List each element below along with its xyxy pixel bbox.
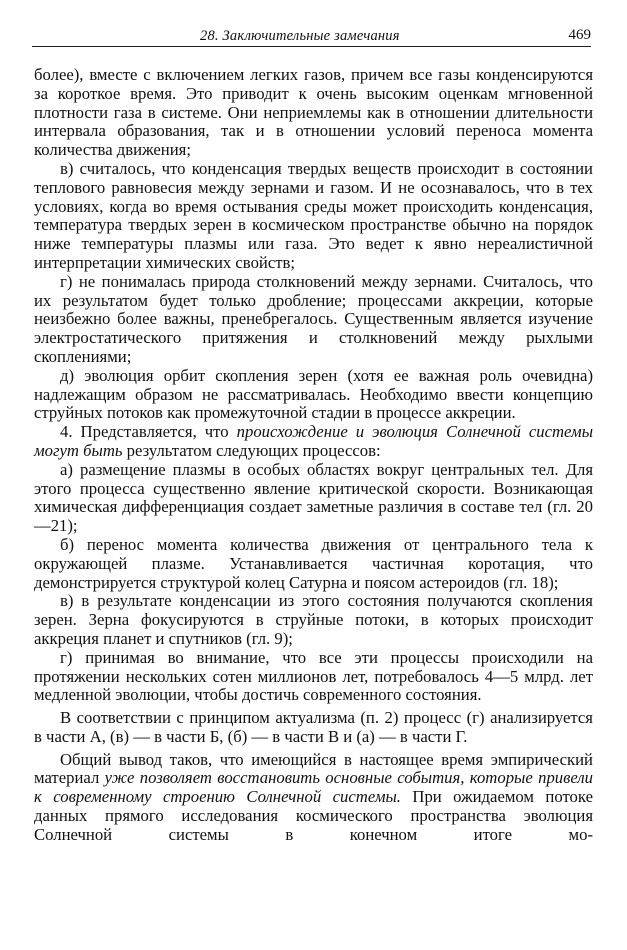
point-4-tail: результатом следующих процессов: [122,440,381,460]
paragraph-item-g-collisions: г) не понималась природа столкновений между зернами. Считалось, что их результатом будет только дробление; процессами аккреции, которые неизбежно более важны, пренебрегалось. Существенным является изучение электростатического притяжения и столкновений между рыхлыми скоплениями; [34,271,593,366]
paragraph-point-4 [34,423,593,461]
paragraph-process-v: в) в результате конденсации из этого состояния получаются скопления зерен. Зерна фокусируются в струйные потоки, в которых происходит аккреция планет и спутников (гл. 9); [34,591,593,648]
point-4-lead: 4. Представляется, что [60,422,237,442]
point-4-emphasis: происхождение и эволюция Солнечной системы могут быть [34,422,593,460]
chapter-title: 28. Заключительные замечания [200,28,400,44]
page-number: 469 [568,27,591,43]
conclusion-lead: Общий вывод таков, что имеющийся в настоящее время эмпирический материал [34,749,593,788]
conclusion-emphasis: уже позволяет восстановить основные события, которые привели к современному строению Солнечной системы. [34,768,593,807]
paragraph-actualism: В соответствии с принципом актуализма (п. 2) процесс (г) анализируется в части А, (в) — в части Б, (б) — в части В и (а) — в части Г. [34,708,593,746]
paragraph-1: более), вместе с включением легких газов, причем все газы конденсируются за короткое время. Это приводит к очень высоким оценкам мгновенной плотности газа в системе. Они неприемлемы как в отношении длительности интервала образования, так и в отношении условий переноса момента количества движения; [34,65,593,160]
paragraph-process-g: г) принимая во внимание, что все эти процессы происходили на протяжении нескольких сотен миллионов лет, потребовалось 4—5 млрд. лет медленной эволюции, чтобы достичь современного состояния. [34,647,593,705]
page-body [34,66,593,845]
paragraph-process-b: б) перенос момента количества движения от центрального тела к окружающей плазме. Устанавливается частичная коротация, что демонстрируется структурой колец Сатурна и поясом астероидов (гл. 18); [34,534,593,592]
paragraph-item-d-orbits: д) эволюция орбит скопления зерен (хотя ее важная роль очевидна) надлежащим образом не рассматривалась. Необходимо ввести концепцию струйных потоков как промежуточной стадии в процессе аккреции. [34,365,593,423]
paragraph-item-v-condensation: в) считалось, что конденсация твердых веществ происходит в состоянии теплового равновесия между зернами и газом. И не осознавалось, что в тех условиях, когда во время остывания среды может происходить конденсация, температура твердых зерен в космическом пространстве обычно на порядок ниже температуры плазмы или газа. Это ведет к явно нереалистичной интерпретации химических свойств; [34,158,593,272]
paragraph-process-a: а) размещение плазмы в особых областях вокруг центральных тел. Для этого процесса существенно явление критической скорости. Возникающая химическая дифференциация создает заметные различия в составе тел (гл. 20—21); [34,459,593,536]
running-header [32,26,591,47]
conclusion-tail: При ожидаемом потоке данных прямого исследования космического пространства эволюция Солнечной системы в конечном итоге мо- [34,787,593,844]
paragraph-conclusion [34,751,593,845]
